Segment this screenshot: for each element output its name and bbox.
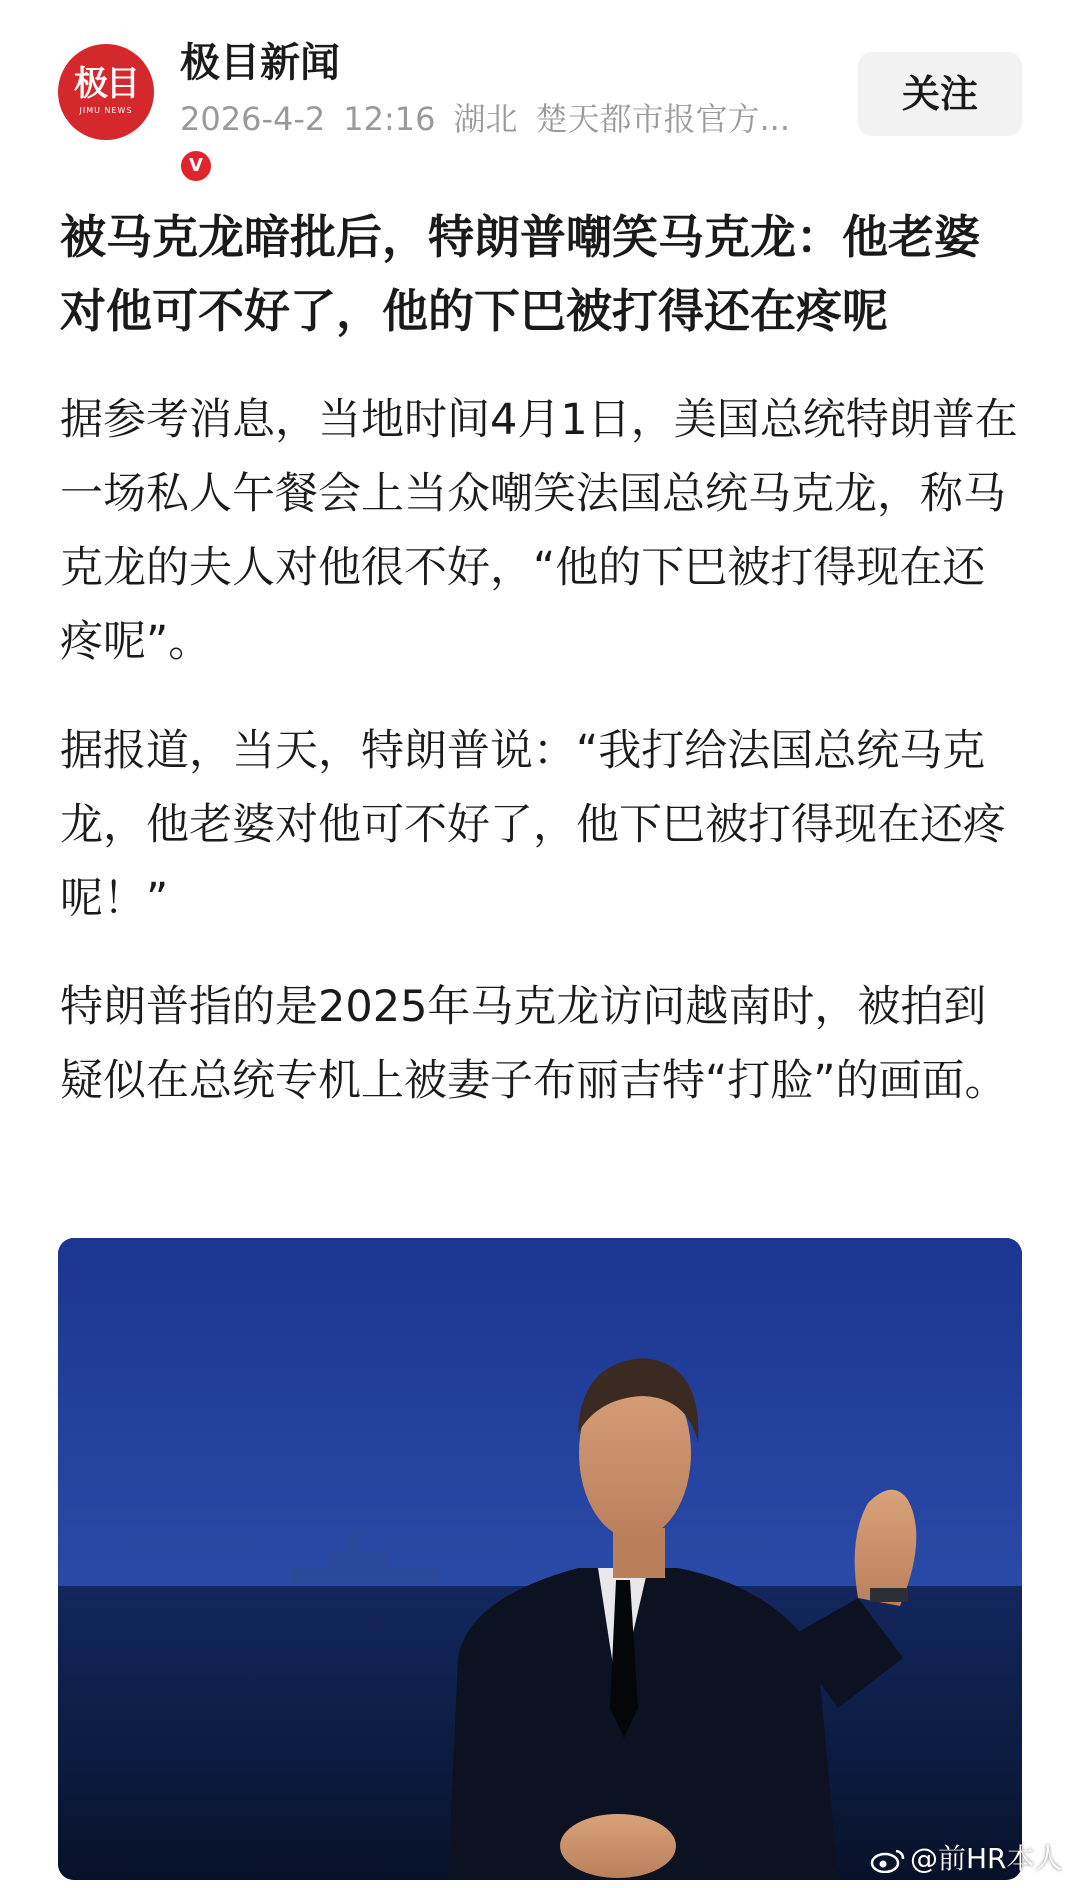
article-header — [0, 0, 1080, 180]
post-location: 湖北 — [453, 100, 518, 138]
account-description: 楚天都市报官方... — [535, 100, 791, 138]
photo-macron-by-sea — [58, 1238, 1022, 1880]
article-paragraph: 据报道，当天，特朗普说：“我打给法国总统马克龙，他老婆对他可不好了，他下巴被打得现在还疼呢！” — [60, 726, 1006, 924]
weibo-watermark — [870, 1842, 1063, 1876]
post-date: 2026-4-2 — [180, 100, 326, 138]
article-paragraph: 特朗普指的是2025年马克龙访问越南时，被拍到疑似在总统专机上被妻子布丽吉特“打脸”的画面。 — [60, 982, 1008, 1106]
jimu-logo: 极目 — [74, 64, 138, 104]
weibo-icon — [870, 1847, 906, 1873]
watermark-text: @前HR本人 — [910, 1842, 1063, 1875]
article-photo[interactable] — [58, 1238, 1022, 1880]
article-paragraph: 据参考消息，当地时间4月1日，美国总统特朗普在一场私人午餐会上当众嘲笑法国总统马克龙，称马克龙的夫人对他很不好，“他的下巴被打得现在还疼呢”。 — [60, 395, 1018, 667]
post-meta — [180, 98, 830, 140]
article-title: 被马克龙暗批后，特朗普嘲笑马克龙：他老婆对他可不好了，他的下巴被打得还在疼呢 — [60, 210, 980, 338]
post-time: 12:16 — [343, 100, 436, 138]
source-avatar[interactable] — [58, 44, 203, 176]
follow-button[interactable]: 关注 — [858, 52, 1022, 136]
source-name[interactable]: 极目新闻 — [180, 40, 340, 86]
jimu-logo-subtext: JIMU NEWS — [79, 106, 133, 115]
verified-badge-icon: V — [178, 148, 214, 184]
